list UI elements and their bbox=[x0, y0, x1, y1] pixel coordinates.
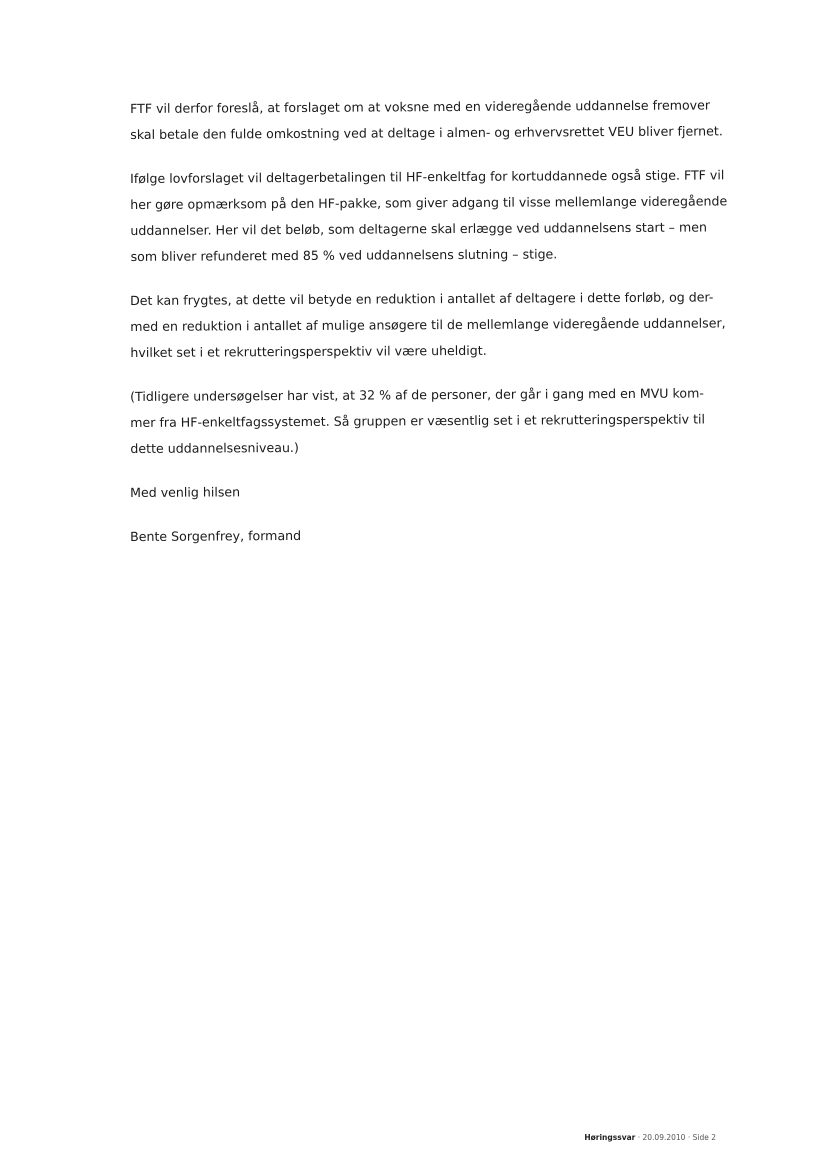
text-line: Med venlig hilsen bbox=[130, 484, 241, 500]
text-line: Det kan frygtes, at dette vil betyde en reduktion i antallet af deltagere i dette forløb, og der- bbox=[130, 289, 714, 308]
signature bbox=[130, 520, 730, 550]
text-line: mer fra HF-enkeltfagssystemet. Så gruppen er væsentlig set i et rekrutteringsperspektiv til bbox=[130, 411, 706, 430]
text-line: hvilket set i et rekrutteringsperspektiv vil være uheldigt. bbox=[130, 342, 487, 360]
text-line: som bliver refunderet med 85 % ved uddannelsens slutning – stige. bbox=[130, 246, 558, 264]
letter-body bbox=[130, 96, 730, 568]
page-footer bbox=[584, 1133, 716, 1142]
paragraph-hf-enkeltfag bbox=[130, 162, 731, 270]
text-line: FTF vil derfor foreslå, at forslaget om at voksne med en videregående uddannelse fremover bbox=[130, 97, 711, 116]
text-line: skal betale den fulde omkostning ved at deltage i almen- og erhvervsrettet VEU bliver fjernet. bbox=[130, 123, 723, 142]
text-line: her gøre opmærksom på den HF-pakke, som giver adgang til visse mellemlange videregående bbox=[130, 193, 728, 212]
footer-date: 20.09.2010 bbox=[642, 1133, 686, 1142]
closing-greeting bbox=[130, 476, 730, 506]
text-line: (Tidligere undersøgelser har vist, at 32 % af de personer, der går i gang med en MVU kom- bbox=[130, 385, 704, 404]
text-line: Bente Sorgenfrey, formand bbox=[130, 527, 302, 544]
footer-doc-type: Høringssvar bbox=[584, 1133, 636, 1142]
text-line: dette uddannelsesniveau.) bbox=[130, 439, 299, 456]
footer-separator: · bbox=[685, 1133, 693, 1142]
paragraph-concern bbox=[130, 284, 730, 366]
text-line: med en reduktion i antallet af mulige ansøgere til de mellemlange videregående uddannelser, bbox=[130, 315, 726, 334]
footer-page-number: Side 2 bbox=[692, 1133, 716, 1142]
paragraph-research-note bbox=[130, 380, 730, 462]
text-line: Ifølge lovforslaget vil deltagerbetalingen til HF-enkeltfag for kortuddannede også stige. FTF vil bbox=[130, 167, 725, 186]
text-line: uddannelser. Her vil det beløb, som deltagerne skal erlægge ved uddannelsens start – men bbox=[130, 219, 707, 238]
paragraph-proposal bbox=[130, 92, 730, 148]
footer-separator: · bbox=[635, 1133, 643, 1142]
